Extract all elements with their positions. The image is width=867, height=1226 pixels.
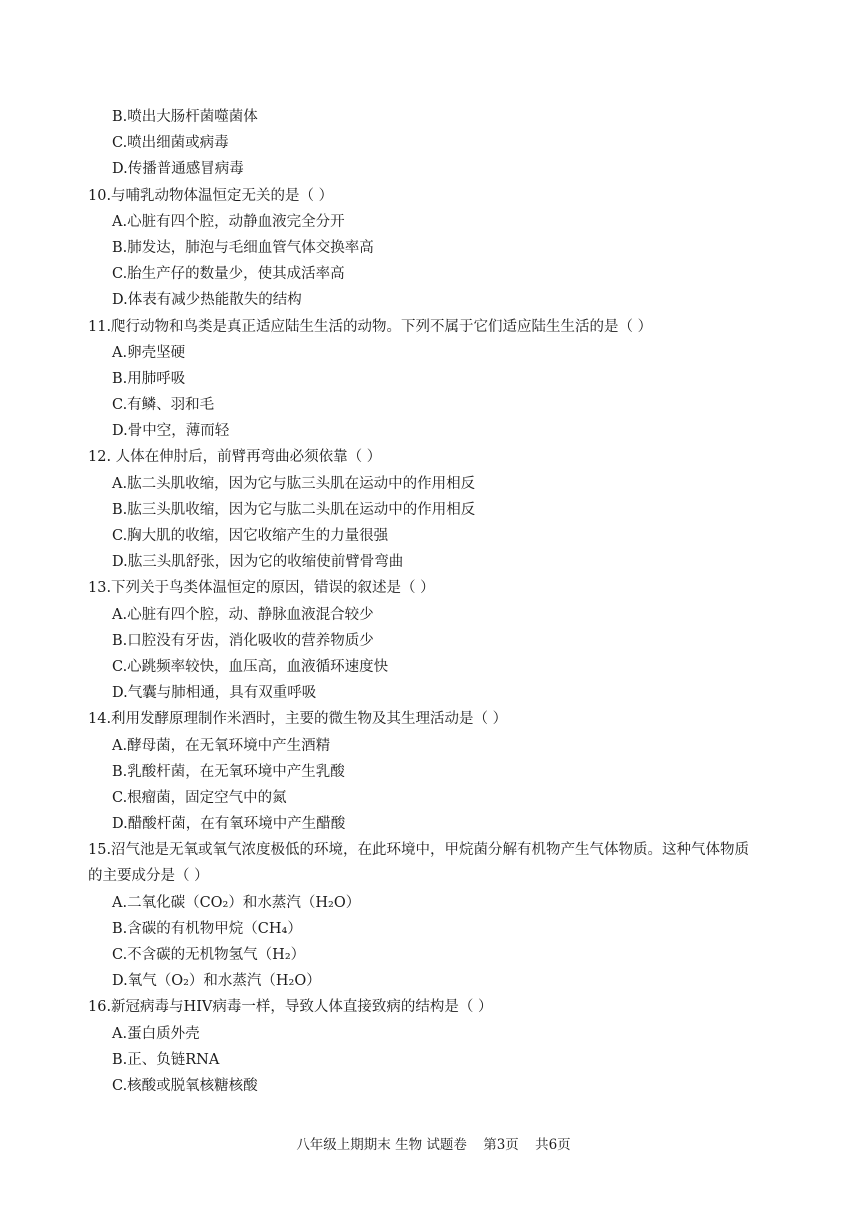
option-line: B.正、负链RNA [112,1051,220,1068]
option-line: C.胎生产仔的数量少，使其成活率高 [112,266,345,283]
option-line: B.用肺呼吸 [112,370,186,387]
question-stem: 15.沼气池是无氧或氧气浓度极低的环境，在此环境中，甲烷菌分解有机物产生气体物质。这种气体物质 [88,842,750,859]
option-line: A.蛋白质外壳 [112,1025,200,1042]
question-stem: 16.新冠病毒与HIV病毒一样，导致人体直接致病的结构是（ ） [88,999,493,1016]
option-line: A.肱二头肌收缩，因为它与肱三头肌在运动中的作用相反 [112,475,476,492]
option-line: A.酵母菌，在无氧环境中产生酒精 [112,737,331,754]
option-line: B.肱三头肌收缩，因为它与肱二头肌在运动中的作用相反 [112,501,476,518]
option-line: B.含碳的有机物甲烷（CH₄） [112,920,302,937]
option-line: C.心跳频率较快，血压高，血液循环速度快 [112,658,389,675]
option-line: C.核酸或脱氧核糖核酸 [112,1077,258,1094]
option-line: A.二氧化碳（CO₂）和水蒸汽（H₂O） [112,894,361,911]
option-line: D.氧气（O₂）和水蒸汽（H₂O） [112,973,321,990]
option-line: B.乳酸杆菌，在无氧环境中产生乳酸 [112,763,345,780]
footer-page-number: 第3页 [483,1137,519,1153]
option-line: D.体表有减少热能散失的结构 [112,292,302,309]
option-line: C.胸大肌的收缩，因它收缩产生的力量很强 [112,528,389,544]
footer-exam-title: 八年级上期期末 生物 试题卷 [296,1137,467,1153]
question-stem: 12. 人体在伸肘后，前臂再弯曲必须依靠（ ） [88,449,382,466]
page-footer [0,1135,867,1155]
question-stem: 11.爬行动物和鸟类是真正适应陆生生活的动物。下列不属于它们适应陆生生活的是（ ） [88,318,653,335]
option-line: A.心脏有四个腔，动静血液完全分开 [112,213,345,230]
option-line: C.根瘤菌，固定空气中的氮 [112,789,287,806]
question-stem: 10.与哺乳动物体温恒定无关的是（ ） [88,187,334,204]
option-line: D.气囊与肺相通，具有双重呼吸 [112,685,317,702]
option-line: B.肺发达，肺泡与毛细血管气体交换率高 [112,239,374,256]
option-line: D.醋酸杆菌，在有氧环境中产生醋酸 [112,816,346,833]
option-line: D.传播普通感冒病毒 [112,161,244,178]
footer-total-pages: 共6页 [535,1137,571,1153]
option-line: B.喷出大肠杆菌噬菌体 [112,109,258,125]
option-line: C.喷出细菌或病毒 [112,135,229,152]
option-line: C.有鳞、羽和毛 [112,397,215,414]
question-stem: 13.下列关于鸟类体温恒定的原因，错误的叙述是（ ） [88,580,435,597]
question-stem-continued: 的主要成分是（ ） [88,868,209,885]
question-stem: 14.利用发酵原理制作米酒时，主要的微生物及其生理活动是（ ） [88,711,508,728]
option-line: A.卵壳坚硬 [112,344,186,361]
option-line: C.不含碳的无机物氢气（H₂） [112,947,306,963]
option-line: D.肱三头肌舒张，因为它的收缩使前臂骨弯曲 [112,554,404,571]
question-list [88,104,808,1099]
option-line: A.心脏有四个腔，动、静脉血液混合较少 [112,606,374,623]
option-line: D.骨中空，薄而轻 [112,423,230,440]
option-line: B.口腔没有牙齿，消化吸收的营养物质少 [112,632,374,649]
